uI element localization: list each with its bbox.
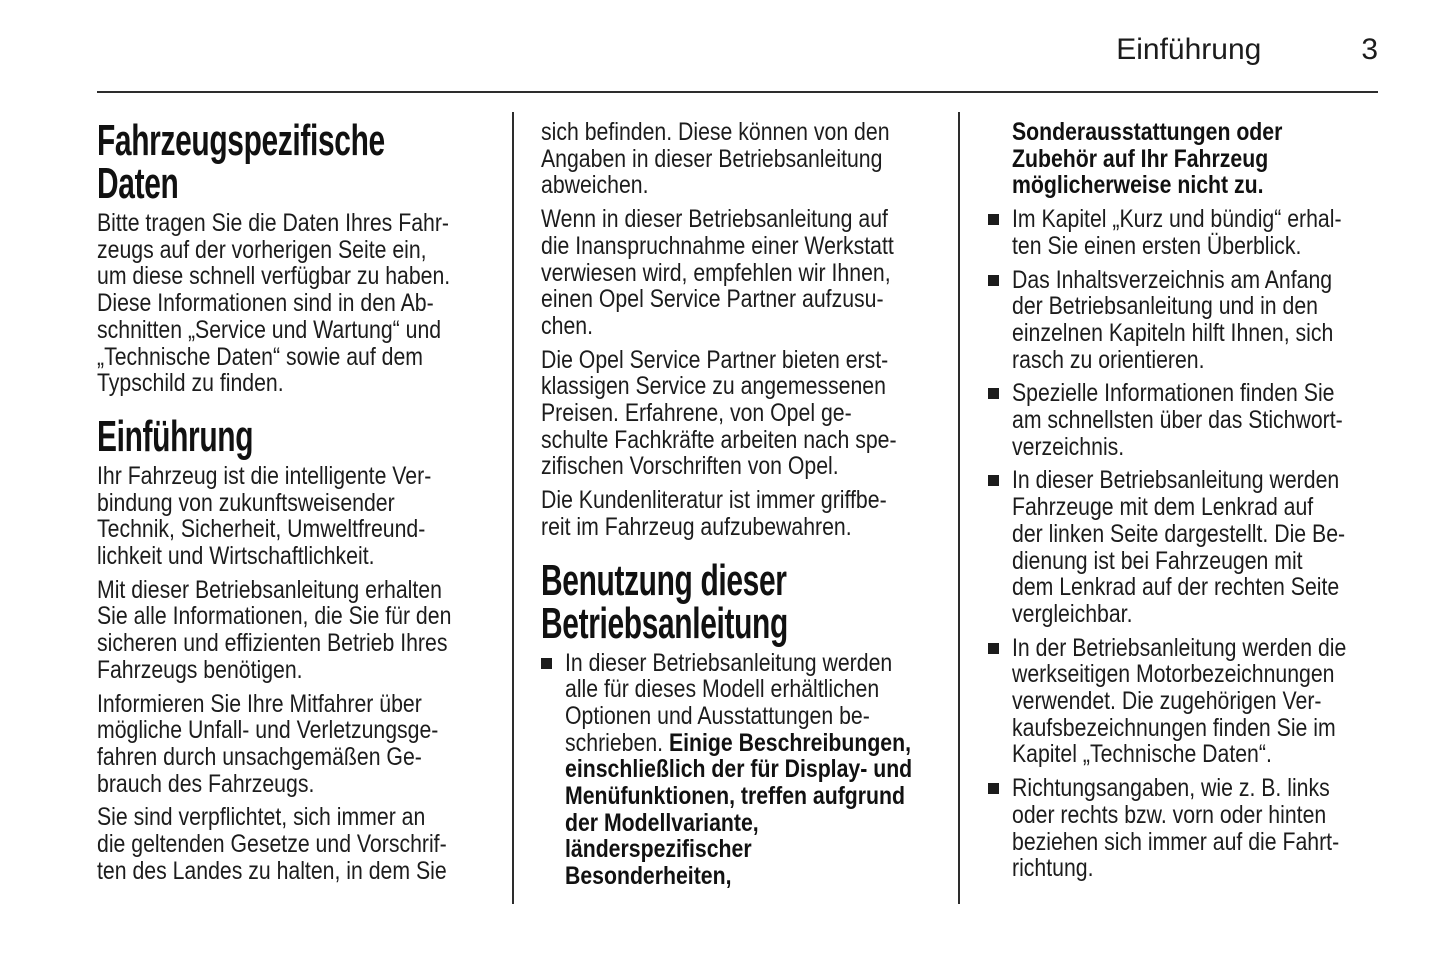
text-line: um diese schnell verfügbar zu haben. — [97, 262, 451, 291]
bullet-text — [1012, 635, 1378, 769]
text-line: Sie alle Informationen, die Sie für den — [97, 602, 452, 631]
section-heading — [541, 555, 938, 648]
text-line: Zubehör auf Ihr Fahrzeug — [1012, 144, 1269, 173]
text-line: Kapitel „Technische Daten“. — [1012, 740, 1272, 769]
bullet-item — [988, 380, 1378, 460]
text-line: mögliche Unfall- und Verletzungsge- — [97, 716, 439, 745]
text-line: Spezielle Informationen finden Sie — [1012, 379, 1335, 408]
text-line: werkseitigen Motorbezeichnungen — [1012, 660, 1335, 689]
text-line: ten Sie einen ersten Überblick. — [1012, 231, 1302, 260]
text-line: schulte Fachkräfte arbeiten nach spe- — [541, 425, 897, 454]
text-line: zifischen Vorschriften von Opel. — [541, 452, 839, 481]
text-line: kaufsbezeichnungen finden Sie im — [1012, 713, 1336, 742]
text-line: Sonderausstattungen oder — [1012, 118, 1283, 146]
text-line: dem Lenkrad auf der rechten Seite — [1012, 573, 1340, 602]
text-line: Sie sind verpflichtet, sich immer an — [97, 803, 426, 832]
paragraph — [97, 577, 492, 684]
text-line: chen. — [541, 311, 593, 340]
bullet-square-icon — [988, 206, 1012, 259]
text-line: verwiesen wird, empfehlen wir Ihnen, — [541, 258, 891, 287]
text-line: der Betriebsanleitung und in den — [1012, 292, 1318, 321]
text-line: am schnellsten über das Stichwort- — [1012, 406, 1343, 435]
text-line: Fahrzeuge mit dem Lenkrad auf — [1012, 493, 1314, 522]
text-line: beziehen sich immer auf die Fahrt- — [1012, 827, 1340, 856]
header-rule — [97, 91, 1378, 93]
column-3 — [960, 112, 1378, 904]
paragraph — [541, 487, 938, 540]
bullet-item — [988, 467, 1378, 627]
text-line: schnitten „Service und Wartung“ und — [97, 315, 442, 344]
text-line: der linken Seite dargestellt. Die Be- — [1012, 519, 1346, 548]
page-header — [0, 0, 1445, 67]
text-line: möglicherweise nicht zu. — [1012, 171, 1264, 200]
bullet-item — [541, 650, 938, 890]
content-columns — [97, 112, 1380, 904]
bullet-square-icon — [988, 380, 1012, 460]
paragraph — [97, 463, 492, 570]
text-line: Menüfunktionen, treffen aufgrund — [565, 782, 905, 811]
bullet-square-icon — [988, 635, 1012, 769]
section-heading — [97, 411, 492, 461]
text-line: In dieser Betriebsanleitung werden — [565, 648, 893, 677]
text-line: Informieren Sie Ihre Mitfahrer über — [97, 689, 422, 718]
text-line: rasch zu orientieren. — [1012, 345, 1205, 374]
bullet-square-icon — [988, 267, 1012, 374]
text-line: einschließlich der für Display- und — [565, 755, 913, 784]
paragraph — [541, 119, 938, 199]
section-heading — [97, 116, 492, 208]
text-line: „Technische Daten“ sowie auf dem — [97, 342, 424, 371]
text-line: Wenn in dieser Betriebsanleitung auf — [541, 205, 888, 234]
text-line: bindung von zukunftsweisender — [97, 488, 395, 517]
paragraph — [541, 206, 938, 340]
text-line: Im Kapitel „Kurz und bündig“ erhal- — [1012, 205, 1342, 234]
text-line: Fahrzeugs benötigen. — [97, 655, 303, 684]
text-line: lichkeit und Wirtschaftlichkeit. — [97, 542, 375, 571]
bullet-text — [1012, 267, 1378, 374]
text-line: verwendet. Die zugehörigen Ver- — [1012, 687, 1322, 716]
text-line: vergleichbar. — [1012, 599, 1133, 628]
text-line: Richtungsangaben, wie z. B. links — [1012, 774, 1330, 803]
text-line: einen Opel Service Partner aufzusu- — [541, 285, 884, 314]
text-line: dienung ist bei Fahrzeugen mit — [1012, 546, 1303, 575]
text-line: der Modellvariante, — [565, 808, 759, 837]
bullet-item — [988, 267, 1378, 374]
text-line: sich befinden. Diese können von den — [541, 118, 890, 146]
text-line: Typschild zu finden. — [97, 369, 284, 398]
bullet-item — [988, 775, 1378, 882]
text-line: Diese Informationen sind in den Ab- — [97, 289, 434, 318]
text-line: die Inanspruchnahme einer Werkstatt — [541, 231, 894, 260]
text-line: abweichen. — [541, 171, 649, 200]
header-chapter-title: Einführung — [1116, 33, 1262, 66]
text-line: zeugs auf der vorherigen Seite ein, — [97, 235, 427, 264]
column-2 — [514, 112, 960, 904]
bullet-item — [988, 206, 1378, 259]
text-line: Mit dieser Betriebsanleitung erhalten — [97, 575, 442, 604]
text-line: richtung. — [1012, 854, 1094, 883]
text-line: Angaben in dieser Betriebsanleitung — [541, 144, 883, 173]
text-line: In der Betriebsanleitung werden die — [1012, 633, 1347, 662]
text-line: Bitte tragen Sie die Daten Ihres Fahr- — [97, 209, 449, 237]
text-line: Technik, Sicherheit, Umweltfreund- — [97, 515, 426, 544]
text-line: einzelnen Kapiteln hilft Ihnen, sich — [1012, 318, 1334, 347]
text-line: Besonderheiten, — [565, 862, 732, 891]
paragraph — [97, 210, 492, 397]
bullet-square-icon — [988, 775, 1012, 882]
text-line: länderspezifischer — [565, 835, 752, 864]
text-line: Fahrzeugspezifische — [97, 116, 385, 165]
text-line: brauch des Fahrzeugs. — [97, 769, 315, 798]
text-line: fahren durch unsachgemäßen Ge- — [97, 742, 422, 771]
column-1 — [97, 112, 514, 904]
bullet-text — [1012, 206, 1378, 259]
bullet-text — [1012, 380, 1378, 460]
text-line: Benutzung dieser — [541, 555, 787, 605]
text-line: sicheren und effizienten Betrieb Ihres — [97, 629, 448, 658]
paragraph — [541, 347, 938, 481]
text-line: Die Opel Service Partner bieten erst- — [541, 345, 889, 374]
text-line: Daten — [97, 159, 179, 208]
text-line: Das Inhaltsverzeichnis am Anfang — [1012, 265, 1333, 294]
text-line: ten des Landes zu halten, in dem Sie — [97, 856, 447, 885]
text-line: alle für dieses Modell erhältlichen — [565, 675, 880, 704]
bullet-continuation — [1012, 119, 1378, 199]
text-line: Die Kundenliteratur ist immer griffbe- — [541, 486, 887, 515]
text-line: Preisen. Erfahrene, von Opel ge- — [541, 399, 852, 428]
text-line: die geltenden Gesetze und Vorschrif- — [97, 830, 447, 859]
header-page-number: 3 — [1361, 33, 1378, 66]
text-line: Optionen und Ausstattungen be- — [565, 701, 870, 730]
text-line: In dieser Betriebsanleitung werden — [1012, 466, 1340, 495]
text-line: klassigen Service zu angemessenen — [541, 372, 886, 401]
text-line: schrieben. Einige Beschreibungen, — [565, 728, 912, 757]
bullet-square-icon — [988, 467, 1012, 627]
text-line: Einführung — [97, 411, 254, 461]
text-line: Betriebsanleitung — [541, 598, 788, 648]
bullet-text — [1012, 467, 1378, 627]
bullet-item — [988, 635, 1378, 769]
paragraph — [97, 804, 492, 884]
text-line: oder rechts bzw. vorn oder hinten — [1012, 800, 1327, 829]
text-line: verzeichnis. — [1012, 432, 1125, 461]
text-line: reit im Fahrzeug aufzubewahren. — [541, 512, 852, 541]
bullet-square-icon — [541, 650, 565, 890]
bullet-text — [1012, 775, 1378, 882]
bullet-text — [565, 650, 938, 890]
text-line: Ihr Fahrzeug ist die intelligente Ver- — [97, 461, 432, 490]
paragraph — [97, 691, 492, 798]
